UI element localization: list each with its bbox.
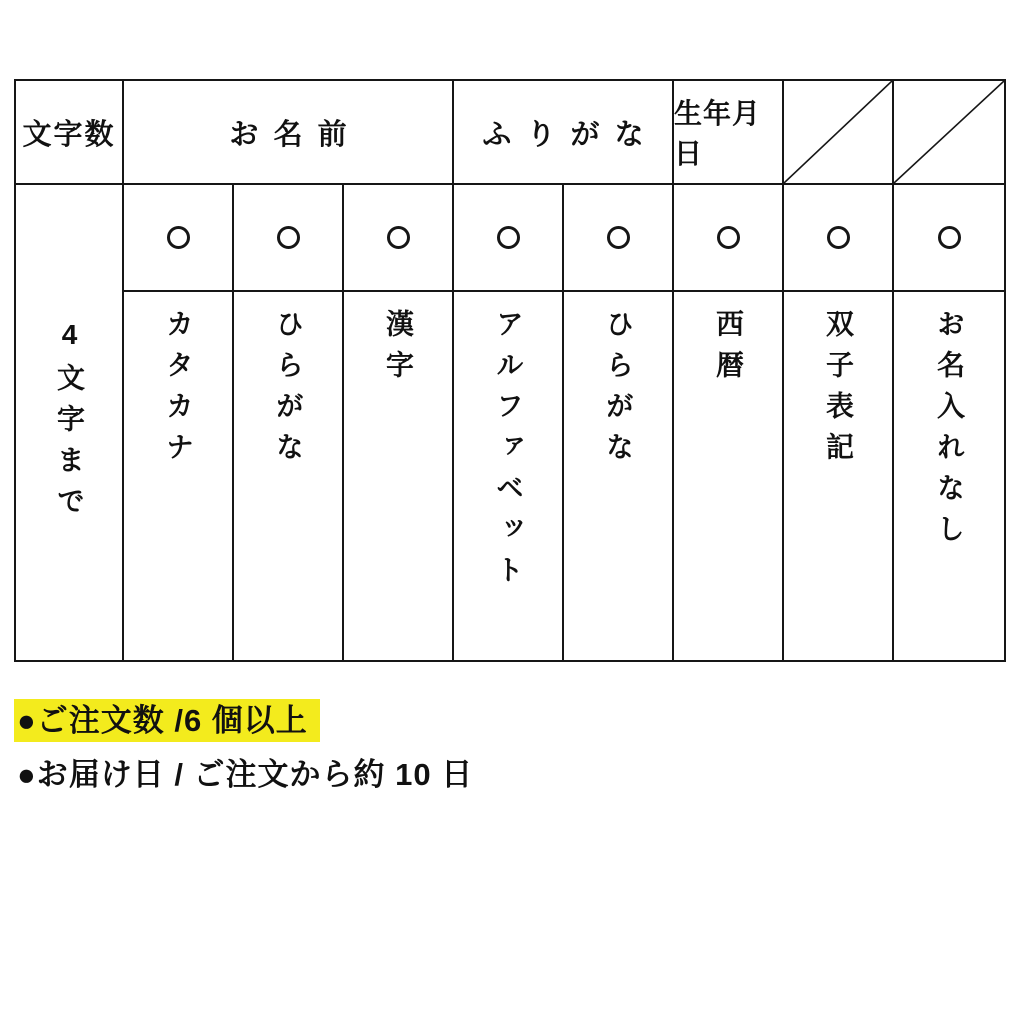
column-label-twin-notation: 双子表記: [823, 309, 854, 473]
column-label-kanji: 漢字: [383, 309, 414, 391]
column-label-cell: [564, 292, 674, 660]
column-label-cell: [344, 292, 454, 660]
header-char-count: 文字数: [16, 81, 124, 185]
column-label-hiragana-furigana: ひらがな: [603, 309, 634, 473]
circle-mark-icon: [938, 226, 961, 249]
header-empty-cell-2: [894, 81, 1004, 185]
column-label-cell: [454, 292, 564, 660]
mark-cell: [894, 185, 1004, 292]
circle-mark-icon: [717, 226, 740, 249]
mark-cell: [784, 185, 894, 292]
mark-cell: [454, 185, 564, 292]
column-label-no-name: お名入れなし: [934, 309, 965, 555]
header-name: お名前: [124, 81, 454, 185]
mark-cell: [344, 185, 454, 292]
note-order-quantity: ●ご注文数 /6 個以上: [14, 699, 320, 742]
row-label-4-chars: 4文字まで: [54, 318, 85, 527]
column-label-western-calendar: 西暦: [713, 309, 744, 391]
header-birth-date: 生年月日: [674, 81, 784, 185]
mark-cell: [234, 185, 344, 292]
note-delivery-date: ●お届け日 / ご注文から約 10 日: [17, 757, 474, 792]
diagonal-slash-icon: [894, 81, 1004, 183]
row-label-cell: [16, 185, 124, 660]
column-label-katakana: カタカナ: [163, 309, 194, 473]
circle-mark-icon: [387, 226, 410, 249]
header-furigana: ふりがな: [454, 81, 674, 185]
circle-mark-icon: [607, 226, 630, 249]
column-label-alphabet: アルファベット: [493, 309, 524, 596]
column-label-cell: [234, 292, 344, 660]
circle-mark-icon: [277, 226, 300, 249]
circle-mark-icon: [497, 226, 520, 249]
column-label-cell: [674, 292, 784, 660]
mark-cell: [564, 185, 674, 292]
order-notes: [14, 699, 485, 796]
column-label-hiragana-name: ひらがな: [273, 309, 304, 473]
mark-cell: [124, 185, 234, 292]
column-label-cell: [124, 292, 234, 660]
circle-mark-icon: [827, 226, 850, 249]
name-format-spec-table: [14, 79, 1006, 662]
header-empty-cell-1: [784, 81, 894, 185]
column-label-cell: [784, 292, 894, 660]
mark-cell: [674, 185, 784, 292]
diagonal-slash-icon: [784, 81, 892, 183]
circle-mark-icon: [167, 226, 190, 249]
column-label-cell: [894, 292, 1004, 660]
